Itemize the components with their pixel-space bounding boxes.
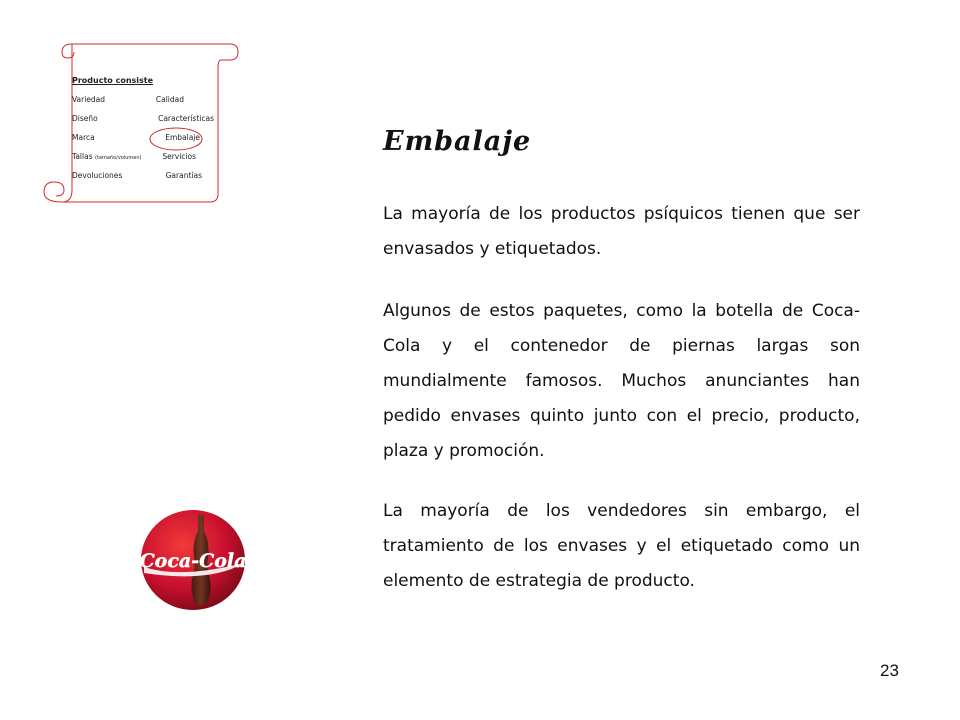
paragraph-3: La mayoría de los vendedores sin embargo, el tratamiento de los envases y el etiquetado como un elemento de estrategia de producto. [383, 501, 860, 591]
logo-graphic [140, 509, 246, 611]
scroll-item: Diseño [72, 114, 98, 123]
scroll-row [72, 133, 212, 152]
scroll-item-label: Tallas [72, 152, 93, 161]
product-scroll-note [36, 38, 246, 208]
page-number: 23 [880, 661, 899, 680]
scroll-item: Características [158, 114, 214, 123]
scroll-row [72, 152, 212, 171]
logo-wordmark: Coca-Cola [140, 550, 246, 572]
section-heading: Embalaje [383, 126, 532, 157]
scroll-item: Garantías [165, 171, 202, 180]
paragraph-1: La mayoría de los productos psíquicos tienen que ser envasados y etiquetados. [383, 204, 860, 259]
scroll-item: Servicios [162, 152, 196, 161]
scroll-item [72, 152, 141, 171]
scroll-item: Marca [72, 133, 95, 142]
scroll-title: Producto consiste [72, 76, 154, 85]
scroll-row [72, 95, 212, 114]
scroll-item: Devoluciones [72, 171, 123, 180]
scroll-row [72, 114, 212, 133]
scroll-item-highlighted: Embalaje [165, 133, 200, 142]
scroll-item: Calidad [155, 95, 184, 104]
scroll-content [72, 76, 212, 190]
coca-cola-logo [140, 509, 246, 611]
scroll-item: Variedad [72, 95, 106, 104]
paragraph-2: Algunos de estos paquetes, como la botella de Coca-Cola y el contenedor de piernas largas son mundialmente famosos. Muchos anunciantes han pedido envases quinto junto con el precio, producto, plaza y promoción. [383, 301, 860, 461]
scroll-item-note: (tamaño/volumen) [95, 155, 142, 161]
scroll-row [72, 171, 212, 190]
